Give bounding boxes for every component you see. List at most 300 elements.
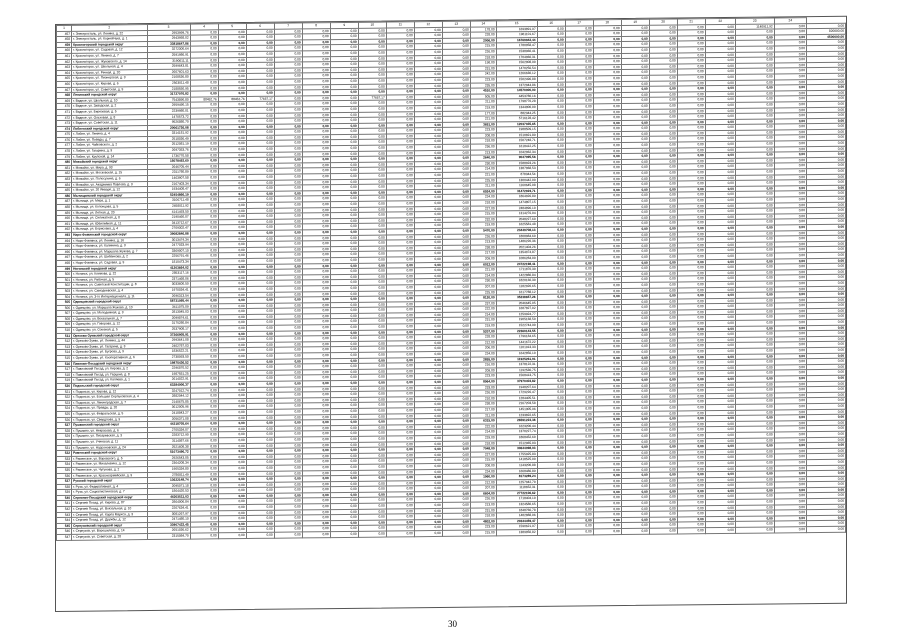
value-cell: 0,00 — [735, 499, 774, 505]
value-cell: 0,00 — [414, 245, 442, 251]
value-cell: 0,00 — [190, 415, 218, 421]
value-cell: 0,00 — [565, 451, 593, 457]
value-cell: 0,00 — [386, 178, 414, 184]
value-cell: 0,00 — [537, 222, 565, 228]
value-cell: 0,00 — [649, 204, 677, 210]
value-cell: 1538960,41 — [496, 48, 537, 54]
row-number-cell: 546 — [57, 529, 72, 535]
value-cell: 0,00 — [274, 219, 302, 225]
value-cell: 0,00 — [358, 151, 386, 157]
row-number-cell: 470 — [57, 104, 72, 110]
value-cell: 0,00 — [330, 151, 358, 157]
row-number-cell: 485 — [57, 188, 72, 194]
value-cell: 0,00 — [593, 277, 621, 283]
value-cell: 0,00 — [593, 372, 621, 378]
value-cell: 0,00 — [774, 488, 806, 494]
value-cell: 0,00 — [218, 281, 246, 287]
value-cell: 0,00 — [621, 506, 649, 512]
value-cell: 0,00 — [330, 123, 358, 129]
value-cell: 0,00 — [774, 275, 806, 281]
value-cell: 0,00 — [330, 140, 358, 146]
value-cell: 0,00 — [705, 315, 735, 321]
value-cell: 0,00 — [442, 491, 470, 497]
value-cell: 0,00 — [806, 442, 845, 448]
value-cell: 0,00 — [330, 229, 358, 235]
value-cell: 0,00 — [677, 421, 705, 427]
value-cell: 2239980,01 — [147, 108, 190, 114]
value-cell: 0,00 — [774, 247, 806, 253]
value-cell: 0,00 — [565, 266, 593, 272]
value-cell: 0,00 — [302, 492, 330, 498]
value-cell: 0,00 — [358, 61, 386, 67]
value-cell: 0,00 — [330, 162, 358, 168]
value-cell: 0,00 — [621, 193, 649, 199]
value-cell: 0,00 — [302, 470, 330, 476]
value-cell: 0,00 — [565, 65, 593, 71]
value-cell: 1042062,34 — [496, 149, 537, 155]
value-cell: 0,00 — [246, 197, 274, 203]
row-number-cell: 500 — [57, 271, 72, 277]
value-cell: 0,00 — [330, 50, 358, 56]
value-cell: 0,00 — [621, 36, 649, 42]
value-cell: 0,00 — [565, 104, 593, 110]
value-cell: 31727076,82 — [147, 91, 190, 97]
value-cell: 0,00 — [218, 527, 246, 533]
value-cell: 44318705,64 — [147, 421, 190, 427]
value-cell: 0,00 — [190, 253, 218, 259]
value-cell: 0,00 — [537, 322, 565, 328]
value-cell: 0,00 — [190, 471, 218, 477]
value-cell: 0,00 — [218, 253, 246, 259]
value-cell: 0,00 — [386, 206, 414, 212]
value-cell: 0,00 — [774, 85, 806, 91]
value-cell: 0,00 — [677, 461, 705, 467]
value-cell: 0,00 — [414, 480, 442, 486]
value-cell: 3247012,74 — [147, 388, 190, 394]
value-cell: 0,00 — [649, 136, 677, 142]
value-cell: 0,00 — [677, 91, 705, 97]
value-cell: 0,00 — [442, 463, 470, 469]
value-cell: 0,00 — [330, 302, 358, 308]
value-cell: 0,00 — [565, 501, 593, 507]
address-cell: г. Сергиев Посад, ул. Карла Маркса, д. 3 — [72, 511, 147, 517]
value-cell: 0,00 — [330, 308, 358, 314]
value-cell: 0,00 — [274, 459, 302, 465]
value-cell: 0,00 — [774, 157, 806, 163]
address-cell: г. Подольск, ул. Ленинградская, д. 7 — [72, 399, 147, 405]
value-cell: 0,00 — [677, 103, 705, 109]
value-cell: 0,00 — [302, 67, 330, 73]
value-cell: 0,00 — [735, 505, 774, 511]
value-cell: 0,00 — [274, 359, 302, 365]
value-cell: 0,00 — [302, 341, 330, 347]
value-cell: 0,00 — [246, 230, 274, 236]
value-cell: 0,00 — [677, 198, 705, 204]
value-cell: 0,00 — [677, 226, 705, 232]
value-cell: 0,00 — [735, 231, 774, 237]
value-cell: 0,00 — [358, 246, 386, 252]
value-cell: 0,00 — [246, 376, 274, 382]
column-header: 19 — [621, 19, 649, 25]
value-cell: 1257042,70 — [496, 479, 537, 485]
value-cell: 0,00 — [705, 186, 735, 192]
value-cell: 0,00 — [358, 352, 386, 358]
value-cell: 1389050,82 — [496, 529, 537, 535]
address-cell: г. Видное, ул. Ольховая, д. 8 — [72, 114, 147, 120]
value-cell: 0,00 — [414, 94, 442, 100]
value-cell: 0,00 — [442, 60, 470, 66]
value-cell: 0,00 — [190, 438, 218, 444]
value-cell: 0,00 — [246, 510, 274, 516]
value-cell: 0,00 — [593, 182, 621, 188]
value-cell: 0,00 — [537, 305, 565, 311]
value-cell: 0,00 — [677, 416, 705, 422]
address-cell: г. Видное, ул. Советская, д. 11 — [72, 120, 147, 126]
value-cell: 0,00 — [330, 386, 358, 392]
row-number-cell: 491 — [57, 221, 72, 227]
value-cell: 0,00 — [537, 300, 565, 306]
value-cell: 0,00 — [246, 426, 274, 432]
value-cell: 0,00 — [190, 220, 218, 226]
value-cell: 0,00 — [274, 230, 302, 236]
value-cell: 0,00 — [274, 342, 302, 348]
value-cell: 0,00 — [274, 62, 302, 68]
value-cell: 0,00 — [442, 99, 470, 105]
value-cell: 0,00 — [246, 85, 274, 91]
value-cell: 2140675,85 — [147, 399, 190, 405]
value-cell: 0,00 — [705, 404, 735, 410]
value-cell: 0,00 — [274, 269, 302, 275]
value-cell: 0,00 — [649, 243, 677, 249]
value-cell: 0,00 — [806, 73, 845, 79]
value-cell: 0,00 — [442, 290, 470, 296]
value-cell: 0,00 — [442, 155, 470, 161]
value-cell: 0,00 — [649, 25, 677, 31]
row-number-cell: 487 — [57, 199, 72, 205]
value-cell: 0,00 — [330, 408, 358, 414]
value-cell: 0,00 — [302, 313, 330, 319]
value-cell: 0,00 — [735, 74, 774, 80]
value-cell: 0,00 — [537, 289, 565, 295]
value-cell: 0,00 — [649, 388, 677, 394]
value-cell: 0,00 — [190, 136, 218, 142]
value-cell: 2371468,06 — [147, 276, 190, 282]
value-cell: 0,00 — [705, 483, 735, 489]
value-cell: 4500000,00 — [806, 34, 845, 40]
value-cell: 0,00 — [735, 197, 774, 203]
value-cell: 0,00 — [330, 280, 358, 286]
value-cell: 0,00 — [537, 311, 565, 317]
value-cell: 233,00 — [470, 384, 496, 390]
value-cell: 0,00 — [806, 79, 845, 85]
value-cell: 0,00 — [677, 187, 705, 193]
value-cell: 232,00 — [470, 217, 496, 223]
value-cell: 0,00 — [302, 319, 330, 325]
value-cell: 0,00 — [649, 282, 677, 288]
value-cell: 0,00 — [774, 264, 806, 270]
address-cell: г. Красногорск, ул. Школьная, д. 4 — [72, 64, 147, 70]
value-cell: 2518036,49 — [147, 136, 190, 142]
value-cell: 0,00 — [735, 107, 774, 113]
value-cell: 0,00 — [565, 473, 593, 479]
value-cell: 0,00 — [330, 324, 358, 330]
value-cell: 0,00 — [414, 346, 442, 352]
value-cell: 0,00 — [677, 237, 705, 243]
value-cell: 0,00 — [386, 201, 414, 207]
value-cell: 0,00 — [442, 446, 470, 452]
value-cell: 0,00 — [705, 197, 735, 203]
value-cell: 0,00 — [806, 403, 845, 409]
value-cell: 0,00 — [537, 149, 565, 155]
page-number: 30 — [448, 619, 457, 629]
value-cell: 0,00 — [246, 370, 274, 376]
value-cell: 2993641,08 — [147, 337, 190, 343]
value-cell: 1810473,34 — [147, 259, 190, 265]
value-cell: 0,00 — [806, 314, 845, 320]
value-cell: 0,00 — [677, 24, 705, 30]
value-cell: 0,00 — [565, 255, 593, 261]
value-cell: 51073496,72 — [147, 449, 190, 455]
value-cell: 0,00 — [246, 404, 274, 410]
value-cell: 0,00 — [677, 472, 705, 478]
value-cell: 0,00 — [806, 252, 845, 258]
value-cell: 0,00 — [649, 355, 677, 361]
value-cell: 0,00 — [442, 413, 470, 419]
value-cell: 0,00 — [677, 265, 705, 271]
value-cell: 0,00 — [537, 138, 565, 144]
value-cell: 0,00 — [593, 378, 621, 384]
value-cell: 0,00 — [735, 180, 774, 186]
value-cell: 2190460,07 — [147, 214, 190, 220]
value-cell: 0,00 — [806, 224, 845, 230]
value-cell: 0,00 — [274, 90, 302, 96]
value-cell: 0,00 — [386, 162, 414, 168]
value-cell: 0,00 — [621, 366, 649, 372]
value-cell: 0,00 — [358, 525, 386, 531]
value-cell: 0,00 — [537, 227, 565, 233]
value-cell: 0,00 — [705, 460, 735, 466]
value-cell: 0,00 — [593, 260, 621, 266]
value-cell: 0,00 — [274, 241, 302, 247]
value-cell: 0,00 — [246, 482, 274, 488]
value-cell: 1988509,15 — [496, 127, 537, 133]
value-cell: 0,00 — [735, 477, 774, 483]
value-cell: 0,00 — [565, 160, 593, 166]
value-cell: 0,00 — [414, 491, 442, 497]
value-cell: 0,00 — [330, 425, 358, 431]
value-cell: 0,00 — [735, 52, 774, 58]
value-cell: 0,00 — [705, 332, 735, 338]
value-cell: 0,00 — [386, 464, 414, 470]
value-cell: 0,00 — [218, 359, 246, 365]
value-cell: 0,00 — [806, 129, 845, 135]
value-cell: 0,00 — [246, 57, 274, 63]
value-cell: 0,00 — [302, 403, 330, 409]
value-cell: 0,00 — [774, 208, 806, 214]
value-cell: 0,00 — [735, 91, 774, 97]
value-cell: 0,00 — [677, 259, 705, 265]
value-cell: 0,00 — [414, 363, 442, 369]
value-cell: 0,00 — [218, 214, 246, 220]
value-cell: 0,00 — [649, 103, 677, 109]
value-cell: 0,00 — [537, 210, 565, 216]
value-cell: 0,00 — [386, 374, 414, 380]
value-cell: 0,00 — [537, 479, 565, 485]
value-cell: 0,00 — [593, 282, 621, 288]
column-header: 13 — [442, 21, 470, 27]
value-cell: 0,00 — [774, 241, 806, 247]
value-cell: 0,00 — [649, 226, 677, 232]
value-cell: 0,00 — [677, 326, 705, 332]
value-cell: 0,00 — [621, 221, 649, 227]
value-cell: 1623200,44 — [496, 423, 537, 429]
value-cell: 0,00 — [593, 417, 621, 423]
value-cell: 0,00 — [621, 75, 649, 81]
value-cell: 0,00 — [593, 165, 621, 171]
value-cell: 0,00 — [593, 187, 621, 193]
value-cell: 0,00 — [358, 481, 386, 487]
value-cell: 0,00 — [358, 514, 386, 520]
value-cell: 0,00 — [414, 469, 442, 475]
value-cell: 0,00 — [358, 442, 386, 448]
value-cell: 0,00 — [705, 466, 735, 472]
value-cell: 2882044,12 — [147, 393, 190, 399]
value-cell: 0,00 — [414, 66, 442, 72]
value-cell: 0,00 — [677, 466, 705, 472]
value-cell: 0,00 — [274, 465, 302, 471]
row-number-cell: 507 — [57, 311, 72, 317]
value-cell: 41203664,02 — [147, 265, 190, 271]
value-cell: 0,00 — [677, 377, 705, 383]
value-cell: 0,00 — [537, 484, 565, 490]
value-cell: 0,00 — [330, 190, 358, 196]
value-cell: 0,00 — [218, 421, 246, 427]
value-cell: 0,00 — [735, 516, 774, 522]
value-cell: 0,00 — [593, 428, 621, 434]
value-cell: 0,00 — [442, 407, 470, 413]
value-cell: 0,00 — [735, 460, 774, 466]
value-cell: 213,00 — [470, 150, 496, 156]
value-cell: 0,00 — [358, 139, 386, 145]
value-cell: 0,00 — [677, 231, 705, 237]
value-cell: 0,00 — [705, 52, 735, 58]
value-cell: 2646705,44 — [147, 164, 190, 170]
value-cell: 0,00 — [386, 139, 414, 145]
value-cell: 1668486,89 — [496, 468, 537, 474]
value-cell: 0,00 — [705, 511, 735, 517]
value-cell: 0,00 — [218, 230, 246, 236]
address-cell: Пушкинский городской округ — [72, 422, 147, 428]
value-cell: 0,00 — [649, 114, 677, 120]
value-cell: 0,00 — [735, 471, 774, 477]
value-cell: 0,00 — [593, 506, 621, 512]
value-cell: 1143200,88 — [496, 462, 537, 468]
value-cell: 0,00 — [302, 487, 330, 493]
value-cell: 0,00 — [358, 503, 386, 509]
value-cell: 0,00 — [735, 331, 774, 337]
column-header: 21 — [677, 19, 705, 25]
value-cell: 0,00 — [593, 53, 621, 59]
value-cell: 0,00 — [774, 342, 806, 348]
value-cell: 0,00 — [705, 30, 735, 36]
value-cell: 214,00 — [470, 273, 496, 279]
value-cell: 0,00 — [358, 307, 386, 313]
value-cell: 0,00 — [806, 381, 845, 387]
value-cell: 0,00 — [649, 343, 677, 349]
value-cell: 0,00 — [386, 508, 414, 514]
value-cell: 0,00 — [330, 67, 358, 73]
value-cell: 0,00 — [330, 313, 358, 319]
value-cell: 0,00 — [358, 509, 386, 515]
value-cell: 0,00 — [774, 219, 806, 225]
value-cell: 0,00 — [246, 135, 274, 141]
value-cell: 0,00 — [593, 143, 621, 149]
address-cell: Раменский городской округ — [72, 450, 147, 456]
value-cell: 0,00 — [386, 369, 414, 375]
value-cell: 1948207,64 — [496, 384, 537, 390]
value-cell: 0,00 — [246, 448, 274, 454]
value-cell: 0,00 — [537, 177, 565, 183]
value-cell: 0,00 — [442, 301, 470, 307]
value-cell: 0,00 — [565, 199, 593, 205]
value-cell: 0,00 — [386, 257, 414, 263]
value-cell: 0,00 — [705, 158, 735, 164]
value-cell: 3411075,09 — [147, 304, 190, 310]
value-cell: 0,00 — [565, 316, 593, 322]
value-cell: 0,00 — [274, 325, 302, 331]
value-cell: 0,00 — [386, 441, 414, 447]
value-cell: 0,00 — [386, 229, 414, 235]
value-cell: 215,00 — [470, 457, 496, 463]
value-cell: 0,00 — [442, 519, 470, 525]
value-cell: 19875436,52 — [147, 360, 190, 366]
value-cell: 0,00 — [621, 42, 649, 48]
row-number-cell: 534 — [57, 462, 72, 468]
value-cell: 0,00 — [274, 146, 302, 152]
value-cell: 2296870,52 — [147, 365, 190, 371]
value-cell: 0,00 — [302, 258, 330, 264]
value-cell: 0,00 — [735, 247, 774, 253]
value-cell: 218,00 — [470, 513, 496, 519]
value-cell: 0,00 — [246, 420, 274, 426]
row-number-cell: 471 — [57, 109, 72, 115]
value-cell: 0,00 — [593, 305, 621, 311]
value-cell: 0,00 — [218, 242, 246, 248]
value-cell: 0,00 — [414, 133, 442, 139]
address-cell: г. Орехово-Зуево, ул. Ленина, д. 44 — [72, 338, 147, 344]
value-cell: 0,00 — [565, 339, 593, 345]
value-cell: 0,00 — [649, 108, 677, 114]
value-cell: 0,00 — [735, 454, 774, 460]
value-cell: 0,00 — [774, 336, 806, 342]
value-cell: 0,00 — [806, 45, 845, 51]
value-cell: 0,00 — [649, 148, 677, 154]
value-cell: 0,00 — [442, 390, 470, 396]
value-cell: 0,00 — [218, 516, 246, 522]
value-cell: 0,00 — [386, 475, 414, 481]
value-cell: 0,00 — [677, 248, 705, 254]
value-cell: 0,00 — [274, 252, 302, 258]
value-cell: 0,00 — [806, 258, 845, 264]
value-cell: 0,00 — [442, 340, 470, 346]
value-cell: 0,00 — [246, 174, 274, 180]
value-cell: 0,00 — [735, 393, 774, 399]
value-cell: 0,00 — [735, 320, 774, 326]
value-cell: 0,00 — [358, 128, 386, 134]
value-cell: 0,00 — [190, 113, 218, 119]
value-cell: 0,00 — [302, 397, 330, 403]
value-cell: 0,00 — [537, 345, 565, 351]
